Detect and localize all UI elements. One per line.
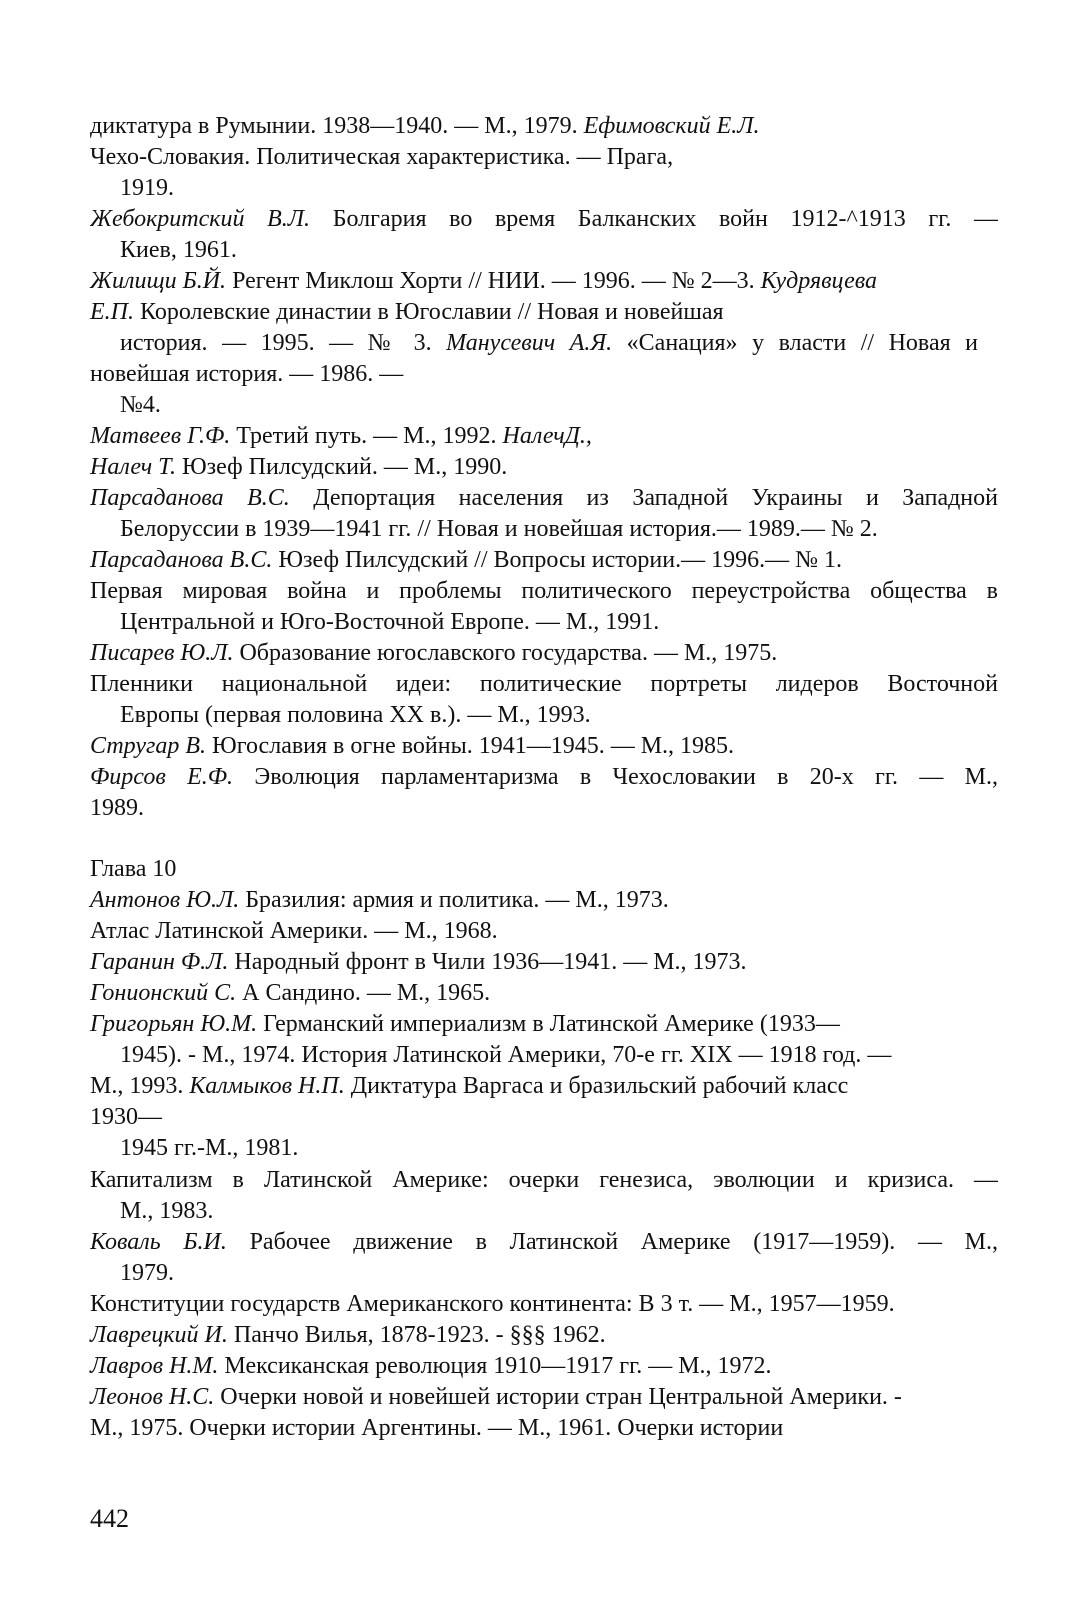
text-line xyxy=(120,701,1077,729)
line-text: А Сандино. — М., 1965. xyxy=(236,980,491,1006)
text-line xyxy=(120,391,1077,419)
text-line xyxy=(90,112,1077,140)
line-text: Киев, 1961. xyxy=(120,237,237,263)
author-name: Коваль Б.И. xyxy=(90,1229,227,1255)
author-name: Антонов Ю.Л. xyxy=(90,887,240,913)
line-text: 1945). - М., 1974. История Латинской Америки, 70-е гг. XIX — 1918 год. — xyxy=(120,1042,892,1068)
author-name: Гонионский С. xyxy=(90,980,237,1006)
text-line xyxy=(120,1259,1077,1287)
text-line xyxy=(90,794,1077,822)
line-text: Третий путь. — М., 1992. xyxy=(230,423,503,449)
line-text: 1979. xyxy=(120,1260,174,1286)
line-text: Европы (первая половина XX в.). — М., 1993. xyxy=(120,702,591,728)
line-text: Центральной и Юго-Восточной Европе. — М., 1991. xyxy=(120,609,660,635)
text-line xyxy=(90,577,998,605)
text-line xyxy=(90,205,998,233)
text-line xyxy=(90,1166,998,1194)
text-line xyxy=(120,515,1077,543)
line-text: Эволюция парламентаризма в Чехословакии в 20-х гг. — М., xyxy=(233,764,998,790)
author-name: Налеч Т. xyxy=(90,454,177,480)
line-text: Атлас Латинской Америки. — М., 1968. xyxy=(90,918,498,944)
line-text: 1930— xyxy=(90,1104,162,1130)
text-line xyxy=(120,608,1077,636)
line-text: Глава 10 xyxy=(90,856,177,882)
line-text: Народный фронт в Чили 1936—1941. — М., 1973. xyxy=(228,949,747,975)
text-line xyxy=(90,422,1077,450)
author-name: Парсаданова В.С. xyxy=(90,547,273,573)
line-text: Белоруссии в 1939—1941 гг. // Новая и новейшая история.— 1989.— № 2. xyxy=(120,516,878,542)
line-text: Юзеф Пилсудский // Вопросы истории.— 1996.— № 1. xyxy=(272,547,842,573)
text-line xyxy=(90,979,1077,1007)
author-name: Лаврецкий И. xyxy=(90,1322,228,1348)
text-line xyxy=(90,1103,1077,1131)
text-line xyxy=(90,1321,1077,1349)
line-text: Югославия в огне войны. 1941—1945. — М., 1985. xyxy=(206,733,735,759)
line-text: 1989. xyxy=(90,795,144,821)
text-line xyxy=(90,267,1077,295)
text-line xyxy=(90,484,998,512)
line-text: Бразилия: армия и политика. — М., 1973. xyxy=(239,887,669,913)
text-line xyxy=(90,948,1077,976)
author-name: Леонов Н.С. xyxy=(90,1384,215,1410)
author-name: Е.П. xyxy=(90,299,134,325)
text-line xyxy=(90,886,1077,914)
text-line xyxy=(90,1383,1077,1411)
author-name: Григорьян Ю.М. xyxy=(90,1011,258,1037)
line-text: Болгария во время Балканских войн 1912-^1913 гг. — xyxy=(310,206,998,232)
line-text: Панчо Вилья, 1878-1923. - §§§ 1962. xyxy=(227,1322,606,1348)
author-name: Гаранин Ф.Л. xyxy=(90,949,229,975)
line-text: диктатура в Румынии. 1938—1940. — М., 1979. xyxy=(90,113,584,139)
author-name: Фирсов Е.Ф. xyxy=(90,764,234,790)
text-line xyxy=(90,917,1077,945)
line-text: Юзеф Пилсудский. — М., 1990. xyxy=(176,454,508,480)
author-name: Стругар В. xyxy=(90,733,207,759)
line-text: Рабочее движение в Латинской Америке (1917—1959). — М., xyxy=(226,1229,998,1255)
text-line xyxy=(90,1228,998,1256)
text-line xyxy=(90,1072,1077,1100)
text-line xyxy=(90,360,1077,388)
author-name: НалечД., xyxy=(502,423,592,449)
line-text: Регент Миклош Хорти // НИИ. — 1996. — № 2—3. xyxy=(226,268,761,294)
line-text: «Санация» у власти // Новая и xyxy=(612,330,978,356)
line-text: Очерки новой и новейшей истории стран Центральной Америки. - xyxy=(214,1384,902,1410)
text-line xyxy=(90,763,998,791)
text-line xyxy=(90,298,1077,326)
author-name: Парсаданова В.С. xyxy=(90,485,290,511)
page-number: 442 xyxy=(90,1504,129,1533)
line-text: Германский империализм в Латинской Америке (1933— xyxy=(257,1011,840,1037)
author-name: Лавров Н.М. xyxy=(90,1353,219,1379)
author-name: Писарев Ю.Л. xyxy=(90,640,234,666)
text-line xyxy=(90,670,998,698)
line-text: М., 1983. xyxy=(120,1198,214,1224)
text-line xyxy=(120,174,1077,202)
line-text: Капитализм в Латинской Америке: очерки генезиса, эволюции и кризиса. — xyxy=(90,1167,998,1193)
line-text: Диктатура Варгаса и бразильский рабочий класс xyxy=(344,1073,849,1099)
text-line xyxy=(90,1352,1077,1380)
line-text: Мексиканская революция 1910—1917 гг. — М., 1972. xyxy=(218,1353,772,1379)
author-name: Матвеев Г.Ф. xyxy=(90,423,231,449)
text-line xyxy=(90,546,1077,574)
line-text: 1945 гг.-М., 1981. xyxy=(120,1135,299,1161)
line-text: М., 1975. Очерки истории Аргентины. — М., 1961. Очерки истории xyxy=(90,1415,784,1441)
author-name: Кудрявцева xyxy=(760,268,878,294)
text-line xyxy=(90,732,1077,760)
text-line xyxy=(120,1041,1077,1069)
line-text: Чехо-Словакия. Политическая характеристика. — Прага, xyxy=(90,144,674,170)
text-line xyxy=(90,855,1077,883)
line-text: М., 1993. xyxy=(90,1073,190,1099)
text-line xyxy=(90,453,1077,481)
author-name: Жебокритский В.Л. xyxy=(90,206,311,232)
line-text: 1919. xyxy=(120,175,174,201)
line-text: Депортация населения из Западной Украины и Западной xyxy=(289,485,998,511)
text-line xyxy=(120,1197,1077,1225)
text-line xyxy=(120,236,1077,264)
line-text: Первая мировая война и проблемы политического переустройства общества в xyxy=(90,578,998,604)
text-line xyxy=(120,1134,1077,1162)
text-line xyxy=(90,1010,1077,1038)
line-text: №4. xyxy=(120,392,161,418)
text-line xyxy=(90,143,1077,171)
text-line xyxy=(90,1414,1077,1442)
author-name: Жилищи Б.Й. xyxy=(90,268,227,294)
text-line xyxy=(120,329,978,357)
line-text: Королевские династии в Югославии // Новая и новейшая xyxy=(134,299,724,325)
line-text: Образование югославского государства. — М., 1975. xyxy=(233,640,778,666)
author-name: Ефимовский Е.Л. xyxy=(583,113,760,139)
line-text: новейшая история. — 1986. — xyxy=(90,361,404,387)
text-line xyxy=(90,639,1077,667)
line-text: история. — 1995. — № 3. xyxy=(120,330,447,356)
author-name: Манусевич А.Я. xyxy=(446,330,613,356)
author-name: Калмыков Н.П. xyxy=(189,1073,345,1099)
text-line xyxy=(90,1290,1077,1318)
line-text: Пленники национальной идеи: политические портреты лидеров Восточной xyxy=(90,671,998,697)
line-text: Конституции государств Американского континента: В 3 т. — М., 1957—1959. xyxy=(90,1291,895,1317)
